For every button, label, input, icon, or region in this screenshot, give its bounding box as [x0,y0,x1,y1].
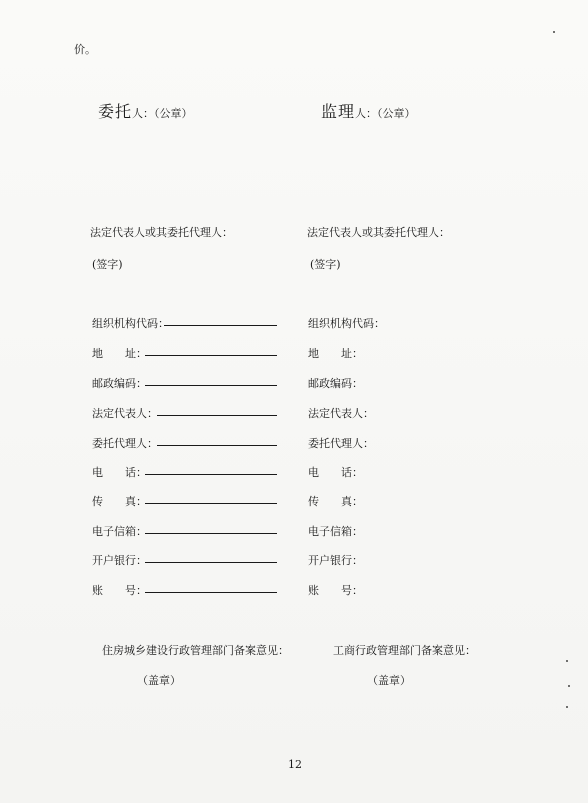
client-seal-label: 人：（公章） [132,107,193,120]
right-field-fax: 传 真： [308,495,363,508]
commerce-filing-opinion: 工商行政管理部门备案意见： [333,644,476,657]
left-field-agent: 委托代理人： [92,437,158,450]
left-field-org-code: 组织机构代码： [92,317,169,330]
supervisor-heading [321,99,416,122]
left-line-address[interactable] [145,355,277,356]
left-line-org-code[interactable] [164,325,277,326]
client-heading [98,99,193,122]
right-field-legal-rep: 法定代表人： [308,407,374,420]
scan-speck [568,685,570,687]
right-field-bank: 开户银行： [308,554,363,567]
left-line-legal-rep[interactable] [157,415,277,416]
left-line-phone[interactable] [145,474,277,475]
right-field-phone: 电 话： [308,466,363,479]
housing-filing-opinion: 住房城乡建设行政管理部门备案意见： [102,644,289,657]
scan-speck [553,31,555,33]
page-number: 12 [288,758,302,771]
left-field-email: 电子信箱： [92,525,147,538]
left-field-postcode: 邮政编码： [92,377,147,390]
right-signature-label: (签字) [310,258,341,271]
left-line-bank[interactable] [145,562,277,563]
supervisor-seal-label: 人：（公章） [355,107,416,120]
left-field-account: 账 号： [92,584,147,597]
continued-text: 价。 [74,43,96,56]
right-field-account: 账 号： [308,584,363,597]
left-field-address: 地 址： [92,347,147,360]
left-field-fax: 传 真： [92,495,147,508]
left-legal-rep-label: 法定代表人或其委托代理人： [90,226,233,239]
right-legal-rep-label: 法定代表人或其委托代理人： [307,226,450,239]
scan-speck [566,660,568,662]
left-line-email[interactable] [145,533,277,534]
right-field-agent: 委托代理人： [308,437,374,450]
left-line-account[interactable] [145,592,277,593]
left-line-agent[interactable] [157,445,277,446]
left-signature-label: (签字) [92,258,123,271]
left-line-fax[interactable] [145,503,277,504]
right-field-address: 地 址： [308,347,363,360]
right-field-email: 电子信箱： [308,525,363,538]
commerce-seal-label: （盖章） [367,674,411,687]
right-field-org-code: 组织机构代码： [308,317,385,330]
left-field-legal-rep: 法定代表人： [92,407,158,420]
left-field-bank: 开户银行： [92,554,147,567]
scan-speck [566,706,568,708]
left-field-phone: 电 话： [92,466,147,479]
supervisor-title: 监理 [321,102,356,121]
left-line-postcode[interactable] [145,385,277,386]
client-title: 委托 [98,102,133,121]
right-field-postcode: 邮政编码： [308,377,363,390]
housing-seal-label: （盖章） [137,674,181,687]
